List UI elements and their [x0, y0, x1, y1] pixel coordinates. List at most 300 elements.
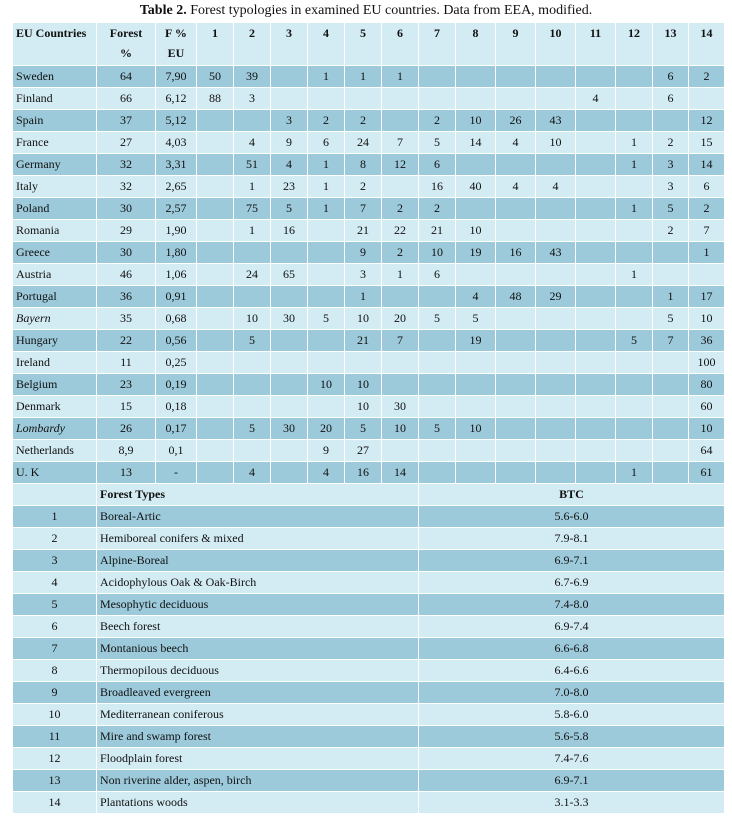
forest-eu-cell: 0,18: [156, 396, 197, 418]
type-8-cell: [456, 462, 496, 484]
type-8-cell: 5: [456, 308, 496, 330]
country-name: Ireland: [13, 352, 97, 374]
type-13-cell: 5: [653, 308, 689, 330]
type-14-cell: [689, 264, 725, 286]
forest-type-number: 6: [13, 616, 97, 638]
forest-type-name: Mesophytic deciduous: [97, 594, 419, 616]
forest-type-name: Beech forest: [97, 616, 419, 638]
type-2-cell: [234, 242, 271, 264]
type-8-cell: 10: [456, 220, 496, 242]
table-row: [13, 176, 725, 198]
type-9-cell: [496, 308, 536, 330]
type-7-cell: [419, 286, 456, 308]
forest-eu-cell: 0,91: [156, 286, 197, 308]
type-11-cell: 4: [576, 88, 616, 110]
type-14-cell: 14: [689, 154, 725, 176]
forest-type-row: [13, 748, 725, 770]
table-row: [13, 374, 725, 396]
type-14-cell: 2: [689, 198, 725, 220]
forest-eu-cell: 1,06: [156, 264, 197, 286]
forest-type-number: 12: [13, 748, 97, 770]
forest-type-row: [13, 660, 725, 682]
table-row: [13, 330, 725, 352]
type-4-cell: 1: [308, 154, 345, 176]
type-13-cell: 3: [653, 176, 689, 198]
country-name: Lombardy: [13, 418, 97, 440]
forest-type-row: [13, 726, 725, 748]
type-5-cell: 1: [345, 66, 382, 88]
type-3-cell: 9: [271, 132, 308, 154]
type-11-cell: [576, 308, 616, 330]
type-1-cell: [197, 286, 234, 308]
forest-type-number: 1: [13, 506, 97, 528]
type-2-cell: 51: [234, 154, 271, 176]
country-name: Austria: [13, 264, 97, 286]
forest-type-number: 8: [13, 660, 97, 682]
type-12-cell: [616, 176, 653, 198]
type-11-cell: [576, 176, 616, 198]
forest-type-number: 9: [13, 682, 97, 704]
type-6-cell: [382, 440, 419, 462]
header-type-12: 12: [616, 23, 653, 66]
forest-eu-cell: 2,57: [156, 198, 197, 220]
type-9-cell: [496, 440, 536, 462]
type-1-cell: [197, 198, 234, 220]
type-6-cell: 1: [382, 66, 419, 88]
forest-type-number: 4: [13, 572, 97, 594]
type-10-cell: [536, 418, 576, 440]
forest-percent-cell: 13: [97, 462, 156, 484]
type-5-cell: 2: [345, 176, 382, 198]
type-9-cell: [496, 352, 536, 374]
type-10-cell: [536, 220, 576, 242]
forest-type-btc: 3.1-3.3: [419, 792, 725, 814]
type-9-cell: [496, 88, 536, 110]
type-12-cell: [616, 88, 653, 110]
type-12-cell: 1: [616, 264, 653, 286]
header-forest-percent: Forest %: [97, 23, 156, 66]
type-1-cell: [197, 374, 234, 396]
forest-type-row: [13, 704, 725, 726]
type-6-cell: 30: [382, 396, 419, 418]
type-13-cell: 7: [653, 330, 689, 352]
country-name: Romania: [13, 220, 97, 242]
table-row: [13, 396, 725, 418]
forest-type-name: Montanious beech: [97, 638, 419, 660]
forest-percent-cell: 11: [97, 352, 156, 374]
forest-type-row: [13, 638, 725, 660]
btc-header: BTC: [419, 484, 725, 506]
type-1-cell: [197, 462, 234, 484]
forest-eu-cell: 1,80: [156, 242, 197, 264]
type-6-cell: 2: [382, 242, 419, 264]
country-name: Belgium: [13, 374, 97, 396]
forest-type-btc: 6.9-7.1: [419, 770, 725, 792]
forest-percent-cell: 46: [97, 264, 156, 286]
type-4-cell: [308, 286, 345, 308]
type-14-cell: 10: [689, 418, 725, 440]
type-7-cell: 5: [419, 308, 456, 330]
type-9-cell: [496, 396, 536, 418]
forest-percent-cell: 30: [97, 198, 156, 220]
type-12-cell: 1: [616, 462, 653, 484]
type-2-cell: [234, 286, 271, 308]
type-9-cell: [496, 154, 536, 176]
forest-type-row: [13, 792, 725, 814]
type-5-cell: 21: [345, 330, 382, 352]
type-5-cell: 8: [345, 154, 382, 176]
type-6-cell: [382, 286, 419, 308]
type-2-cell: [234, 396, 271, 418]
type-2-cell: [234, 374, 271, 396]
type-7-cell: [419, 440, 456, 462]
type-12-cell: 1: [616, 198, 653, 220]
country-name: Denmark: [13, 396, 97, 418]
type-4-cell: [308, 88, 345, 110]
type-13-cell: [653, 264, 689, 286]
type-8-cell: [456, 66, 496, 88]
type-11-cell: [576, 132, 616, 154]
forest-percent-cell: 23: [97, 374, 156, 396]
type-9-cell: [496, 66, 536, 88]
type-13-cell: [653, 110, 689, 132]
type-8-cell: [456, 440, 496, 462]
type-7-cell: [419, 374, 456, 396]
forest-type-name: Thermopilous deciduous: [97, 660, 419, 682]
type-14-cell: 2: [689, 66, 725, 88]
type-8-cell: [456, 88, 496, 110]
forest-type-row: [13, 594, 725, 616]
type-12-cell: 1: [616, 132, 653, 154]
forest-eu-cell: 6,12: [156, 88, 197, 110]
type-5-cell: 9: [345, 242, 382, 264]
table-row: [13, 88, 725, 110]
type-10-cell: [536, 440, 576, 462]
type-14-cell: 64: [689, 440, 725, 462]
type-11-cell: [576, 374, 616, 396]
type-10-cell: 4: [536, 176, 576, 198]
forest-type-name: Alpine-Boreal: [97, 550, 419, 572]
table-caption: [0, 0, 732, 22]
type-3-cell: [271, 462, 308, 484]
type-2-cell: 10: [234, 308, 271, 330]
forest-eu-cell: 7,90: [156, 66, 197, 88]
type-12-cell: [616, 110, 653, 132]
header-forest-eu-percent: F % EU: [156, 23, 197, 66]
type-5-cell: 16: [345, 462, 382, 484]
type-7-cell: [419, 396, 456, 418]
country-name: Hungary: [13, 330, 97, 352]
type-14-cell: 15: [689, 132, 725, 154]
type-2-cell: 39: [234, 66, 271, 88]
forest-eu-cell: 1,90: [156, 220, 197, 242]
caption-text: Forest typologies in examined EU countries. Data from EEA, modified.: [186, 3, 593, 18]
type-4-cell: 1: [308, 66, 345, 88]
type-3-cell: [271, 330, 308, 352]
type-9-cell: 26: [496, 110, 536, 132]
forest-percent-cell: 36: [97, 286, 156, 308]
type-9-cell: 16: [496, 242, 536, 264]
type-10-cell: [536, 462, 576, 484]
type-1-cell: [197, 132, 234, 154]
type-13-cell: [653, 418, 689, 440]
type-14-cell: [689, 88, 725, 110]
table-row: [13, 264, 725, 286]
type-10-cell: [536, 374, 576, 396]
country-name: U. K: [13, 462, 97, 484]
header-type-9: 9: [496, 23, 536, 66]
type-4-cell: 6: [308, 132, 345, 154]
type-6-cell: 12: [382, 154, 419, 176]
type-5-cell: 21: [345, 220, 382, 242]
type-6-cell: [382, 176, 419, 198]
type-14-cell: 100: [689, 352, 725, 374]
forest-eu-cell: 0,19: [156, 374, 197, 396]
type-2-cell: [234, 440, 271, 462]
type-6-cell: 2: [382, 198, 419, 220]
type-5-cell: 5: [345, 418, 382, 440]
type-1-cell: [197, 110, 234, 132]
type-4-cell: [308, 220, 345, 242]
type-3-cell: 4: [271, 154, 308, 176]
forest-type-btc: 6.6-6.8: [419, 638, 725, 660]
type-13-cell: [653, 242, 689, 264]
type-9-cell: [496, 462, 536, 484]
forest-eu-cell: 0,25: [156, 352, 197, 374]
type-13-cell: [653, 462, 689, 484]
country-name: Spain: [13, 110, 97, 132]
type-13-cell: [653, 396, 689, 418]
type-13-cell: 6: [653, 88, 689, 110]
header-type-6: 6: [382, 23, 419, 66]
type-14-cell: 6: [689, 176, 725, 198]
type-13-cell: 2: [653, 132, 689, 154]
forest-eu-cell: 0,1: [156, 440, 197, 462]
forest-type-row: [13, 506, 725, 528]
table-row: [13, 220, 725, 242]
type-8-cell: 14: [456, 132, 496, 154]
type-2-cell: 5: [234, 418, 271, 440]
type-1-cell: [197, 396, 234, 418]
type-7-cell: 6: [419, 154, 456, 176]
type-10-cell: [536, 352, 576, 374]
type-6-cell: [382, 88, 419, 110]
type-8-cell: 19: [456, 242, 496, 264]
forest-type-number: 7: [13, 638, 97, 660]
type-8-cell: 4: [456, 286, 496, 308]
type-9-cell: [496, 264, 536, 286]
forest-type-btc: 7.4-8.0: [419, 594, 725, 616]
forest-type-row: [13, 616, 725, 638]
table-row: [13, 286, 725, 308]
type-11-cell: [576, 154, 616, 176]
type-3-cell: 16: [271, 220, 308, 242]
type-14-cell: 1: [689, 242, 725, 264]
type-6-cell: [382, 352, 419, 374]
type-8-cell: [456, 154, 496, 176]
type-4-cell: [308, 264, 345, 286]
forest-percent-cell: 8,9: [97, 440, 156, 462]
table-row: [13, 308, 725, 330]
type-12-cell: [616, 352, 653, 374]
type-2-cell: 75: [234, 198, 271, 220]
type-3-cell: [271, 66, 308, 88]
type-6-cell: [382, 374, 419, 396]
header-type-7: 7: [419, 23, 456, 66]
type-10-cell: [536, 330, 576, 352]
country-name: Italy: [13, 176, 97, 198]
type-4-cell: [308, 352, 345, 374]
type-5-cell: 10: [345, 374, 382, 396]
type-1-cell: [197, 352, 234, 374]
type-3-cell: 65: [271, 264, 308, 286]
forest-percent-cell: 30: [97, 242, 156, 264]
type-11-cell: [576, 352, 616, 374]
type-12-cell: [616, 440, 653, 462]
forest-eu-cell: 2,65: [156, 176, 197, 198]
type-14-cell: 12: [689, 110, 725, 132]
type-3-cell: [271, 440, 308, 462]
country-name: Finland: [13, 88, 97, 110]
type-5-cell: [345, 88, 382, 110]
type-9-cell: 48: [496, 286, 536, 308]
type-4-cell: 1: [308, 176, 345, 198]
type-5-cell: 10: [345, 396, 382, 418]
forest-type-btc: 5.8-6.0: [419, 704, 725, 726]
type-9-cell: [496, 198, 536, 220]
type-10-cell: 43: [536, 242, 576, 264]
country-name: Netherlands: [13, 440, 97, 462]
type-1-cell: [197, 418, 234, 440]
forest-type-row: [13, 770, 725, 792]
type-2-cell: [234, 110, 271, 132]
forest-type-btc: 6.9-7.4: [419, 616, 725, 638]
forest-type-btc: 6.7-6.9: [419, 572, 725, 594]
forest-eu-cell: -: [156, 462, 197, 484]
type-12-cell: [616, 66, 653, 88]
type-7-cell: 10: [419, 242, 456, 264]
forest-percent-cell: 35: [97, 308, 156, 330]
type-13-cell: 5: [653, 198, 689, 220]
type-2-cell: [234, 352, 271, 374]
table-row: [13, 462, 725, 484]
type-10-cell: 29: [536, 286, 576, 308]
forest-eu-cell: 0,56: [156, 330, 197, 352]
header-type-13: 13: [653, 23, 689, 66]
caption-label: Table 2.: [139, 3, 187, 18]
type-3-cell: 23: [271, 176, 308, 198]
forest-percent-cell: 32: [97, 154, 156, 176]
type-11-cell: [576, 396, 616, 418]
type-12-cell: 1: [616, 154, 653, 176]
header-type-11: 11: [576, 23, 616, 66]
country-name: Poland: [13, 198, 97, 220]
type-1-cell: [197, 220, 234, 242]
forest-type-name: Mire and swamp forest: [97, 726, 419, 748]
type-2-cell: 1: [234, 220, 271, 242]
forest-type-name: Boreal-Artic: [97, 506, 419, 528]
type-3-cell: [271, 242, 308, 264]
type-14-cell: 36: [689, 330, 725, 352]
forest-percent-cell: 27: [97, 132, 156, 154]
type-4-cell: 1: [308, 198, 345, 220]
type-11-cell: [576, 198, 616, 220]
type-8-cell: [456, 374, 496, 396]
country-name: Bayern: [13, 308, 97, 330]
type-14-cell: 7: [689, 220, 725, 242]
type-6-cell: 1: [382, 264, 419, 286]
forest-type-number: 13: [13, 770, 97, 792]
forest-type-row: [13, 682, 725, 704]
type-10-cell: 10: [536, 132, 576, 154]
forest-type-row: [13, 528, 725, 550]
type-9-cell: 4: [496, 132, 536, 154]
type-7-cell: [419, 352, 456, 374]
forest-type-number: 10: [13, 704, 97, 726]
forest-types-header: Forest Types: [97, 484, 419, 506]
forest-percent-cell: 66: [97, 88, 156, 110]
type-4-cell: [308, 330, 345, 352]
forest-percent-cell: 15: [97, 396, 156, 418]
forest-typology-table: [12, 22, 725, 814]
type-4-cell: [308, 242, 345, 264]
type-3-cell: [271, 374, 308, 396]
type-2-cell: 4: [234, 132, 271, 154]
type-1-cell: [197, 176, 234, 198]
type-11-cell: [576, 418, 616, 440]
type-6-cell: 14: [382, 462, 419, 484]
type-7-cell: 21: [419, 220, 456, 242]
forest-types-header-blank: [13, 484, 97, 506]
type-13-cell: 3: [653, 154, 689, 176]
table-row: [13, 198, 725, 220]
type-12-cell: [616, 308, 653, 330]
type-11-cell: [576, 220, 616, 242]
type-10-cell: [536, 66, 576, 88]
type-13-cell: [653, 352, 689, 374]
forest-eu-cell: 3,31: [156, 154, 197, 176]
type-14-cell: 61: [689, 462, 725, 484]
forest-type-row: [13, 550, 725, 572]
forest-type-name: Mediterranean coniferous: [97, 704, 419, 726]
table-row: [13, 110, 725, 132]
header-type-8: 8: [456, 23, 496, 66]
type-6-cell: 7: [382, 330, 419, 352]
type-1-cell: [197, 330, 234, 352]
type-12-cell: [616, 374, 653, 396]
type-11-cell: [576, 264, 616, 286]
type-4-cell: 5: [308, 308, 345, 330]
forest-type-name: Acidophylous Oak & Oak-Birch: [97, 572, 419, 594]
type-14-cell: 17: [689, 286, 725, 308]
type-3-cell: 3: [271, 110, 308, 132]
type-5-cell: [345, 352, 382, 374]
type-13-cell: [653, 440, 689, 462]
header-type-5: 5: [345, 23, 382, 66]
type-12-cell: 5: [616, 330, 653, 352]
type-7-cell: 2: [419, 198, 456, 220]
type-5-cell: 2: [345, 110, 382, 132]
forest-type-name: Floodplain forest: [97, 748, 419, 770]
type-8-cell: [456, 198, 496, 220]
type-9-cell: [496, 220, 536, 242]
type-5-cell: 27: [345, 440, 382, 462]
type-7-cell: [419, 66, 456, 88]
type-13-cell: 1: [653, 286, 689, 308]
forest-type-number: 2: [13, 528, 97, 550]
forest-type-btc: 7.9-8.1: [419, 528, 725, 550]
type-7-cell: 5: [419, 418, 456, 440]
